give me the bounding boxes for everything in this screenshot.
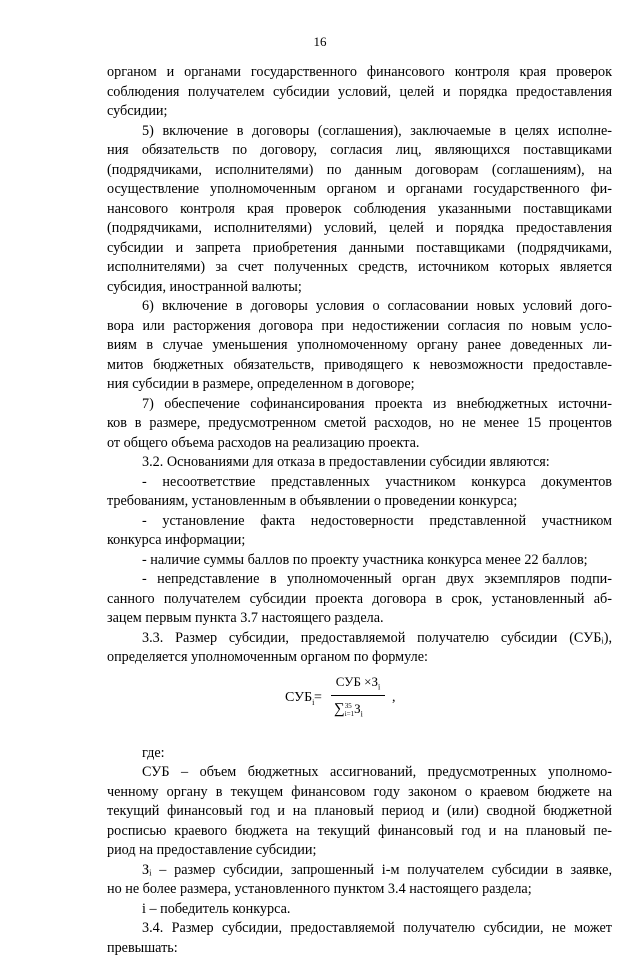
text-line: виям в случае уменьшения уполномоченному органу ранее доведенных ли- <box>107 336 612 356</box>
text-line: ния обязательств по договору, согласия лиц, являющихся поставщиками <box>107 141 612 161</box>
text-line: 3.3. Размер субсидии, предоставляемой получателю субсидии (СУБᵢ), <box>107 629 612 649</box>
text-line: - несоответствие представленных участником конкурса документов <box>107 473 612 493</box>
text-line: но не более размера, установленного пунктом 3.4 настоящего раздела; <box>107 880 612 900</box>
text-line: текущий финансовый год и на плановый период и (или) сводной бюджетной <box>107 802 612 822</box>
formula-lhs: $СУБ_i$ <box>285 690 314 707</box>
text-line: 5) включение в договоры (соглашения), заключаемые в целях исполне- <box>107 122 612 142</box>
text-line: субсидии и запрета приобретения данными поставщиками (подрядчиками, <box>107 239 612 259</box>
text-line: где: <box>107 744 612 764</box>
text-line: 7) обеспечение софинансирования проекта из внебюджетных источни- <box>107 395 612 415</box>
text-line: 3.2. Основаниями для отказа в предоставлении субсидии являются: <box>107 453 612 473</box>
text-line: росписью краевого бюджета на текущий финансовый год и на плановый пе- <box>107 822 612 842</box>
text-line: вора или расторжения договора при недостижении согласия по новым усло- <box>107 317 612 337</box>
text-line: - наличие суммы баллов по проекту участника конкурса менее 22 баллов; <box>107 551 612 571</box>
text-line: - установление факта недостоверности представленной участником <box>107 512 612 532</box>
text-line: ков в размере, предусмотренном сметой расходов, но не менее 15 процентов <box>107 414 612 434</box>
text-line: требованиям, установленным в объявлении о проведении конкурса; <box>107 492 612 512</box>
fraction-bar <box>331 695 385 696</box>
formula-comma: , <box>392 690 396 706</box>
text-line: исполнителями) за счет полученных средств, источником которых является <box>107 258 612 278</box>
text-line: (подрядчиками, исполнителями) условий, целей и порядка предоставления <box>107 219 612 239</box>
text-line: риод на предоставление субсидии; <box>107 841 612 861</box>
text-line: соблюдения получателем субсидии условий, целей и порядка предоставления <box>107 83 612 103</box>
formula-numerator: СУБ $\times З_i$ <box>331 674 385 692</box>
text-line: от общего объема расходов на реализацию проекта. <box>107 434 612 454</box>
text-line: конкурса информации; <box>107 531 612 551</box>
text-line: ния субсидии в размере, определенном в договоре; <box>107 375 612 395</box>
text-line: зацем первым пункта 3.7 настоящего раздела. <box>107 609 612 629</box>
text-line: санного получателем субсидии проекта договора в срок, установленный аб- <box>107 590 612 610</box>
text-line: осуществление уполномоченным органом и органами государственного фи- <box>107 180 612 200</box>
text-line: митов бюджетных обязательств, приводящего к невозможности предоставле- <box>107 356 612 376</box>
subsidy-formula <box>107 668 612 732</box>
text-line: нансового контроля края проверок соблюдения указанными поставщиками <box>107 200 612 220</box>
text-line: превышать: <box>107 939 612 958</box>
text-line: СУБ – объем бюджетных ассигнований, предусмотренных уполномо- <box>107 763 612 783</box>
sum-limits: 35 i=1 <box>345 702 354 718</box>
text-line: i – победитель конкурса. <box>107 900 612 920</box>
document-body <box>107 63 612 958</box>
text-line: 6) включение в договоры условия о согласовании новых условий дого- <box>107 297 612 317</box>
text-line: Зᵢ – размер субсидии, запрошенный i-м получателем субсидии в заявке, <box>107 861 612 881</box>
formula-denominator: ∑35 $i=1З_i$ <box>334 701 363 719</box>
text-line: субсидии; <box>107 102 612 122</box>
text-line: ченному органу в текущем финансовом году законом о краевом бюджете на <box>107 783 612 803</box>
formula-equals: = <box>314 690 322 706</box>
page-number: 16 <box>0 34 640 50</box>
text-line: определяется уполномоченным органом по формуле: <box>107 648 612 668</box>
text-line: субсидия, иностранной валюты; <box>107 278 612 298</box>
text-line: 3.4. Размер субсидии, предоставляемой получателю субсидии, не может <box>107 919 612 939</box>
text-line: органом и органами государственного финансового контроля края проверок <box>107 63 612 83</box>
sum-sign-icon: ∑ <box>334 701 345 717</box>
text-line: (подрядчиками, исполнителями) по данным договорам (соглашениям), на <box>107 161 612 181</box>
text-line: - непредставление в уполномоченный орган двух экземпляров подпи- <box>107 570 612 590</box>
